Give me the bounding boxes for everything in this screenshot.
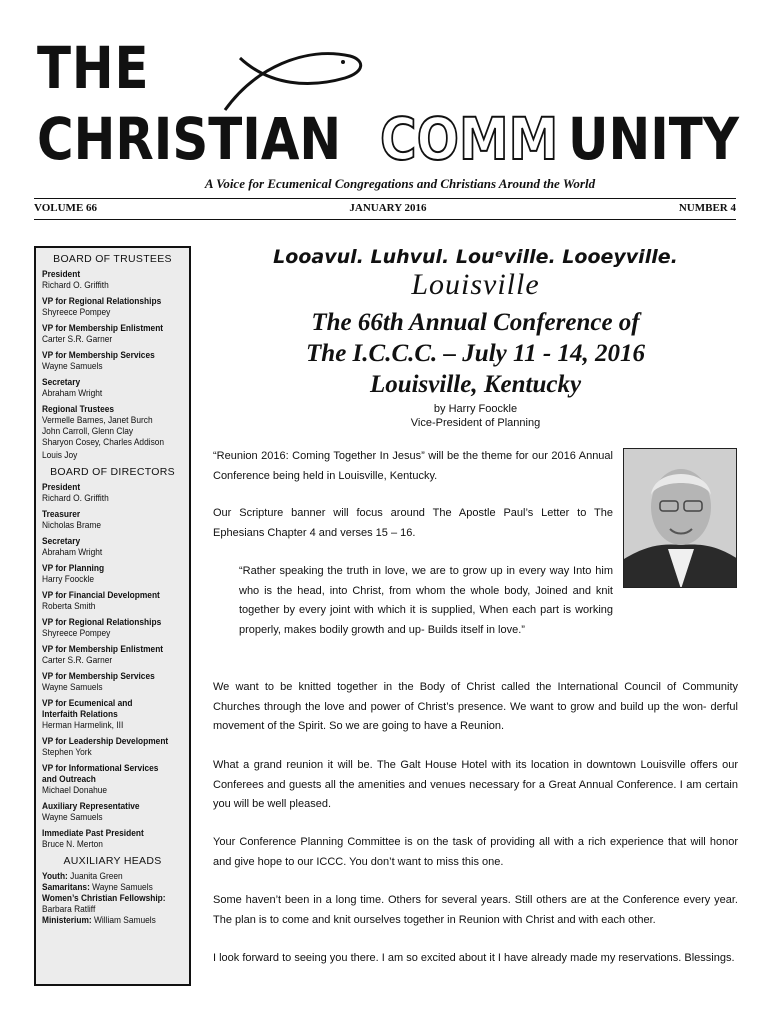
aux-name: Juanita Green <box>67 871 123 882</box>
tagline: A Voice for Ecumenical Congregations and Christians Around the World <box>204 176 596 191</box>
byline-title: Vice-President of Planning <box>410 417 541 429</box>
role: President <box>42 482 81 493</box>
paragraph-4: What a grand reunion it will be. The Galt House Hotel with its location in downtown Louisville offers our Conferees and guests all the amenities and venues necessary for a Great Annual Conference. I am certain you will be well pleased. <box>213 759 738 810</box>
article-title-line-1: The 66th Annual Conference of <box>311 309 640 336</box>
person-name: Bruce N. Merton <box>42 839 103 850</box>
role: President <box>42 269 81 280</box>
trustee-entry <box>42 350 183 372</box>
director-entry <box>42 536 183 558</box>
role: Regional Trustees <box>42 404 115 415</box>
trustee-entry <box>42 269 183 291</box>
director-entry <box>42 736 183 758</box>
person-name: Herman Harmelink, III <box>42 720 124 731</box>
article-script-title: Louisville <box>411 268 540 301</box>
trustee-entry <box>42 296 183 318</box>
role: VP for Membership Services <box>42 350 155 361</box>
person-name: Wayne Samuels <box>42 682 103 693</box>
trustee-entry <box>42 377 183 399</box>
role: VP for Informational Services <box>42 763 159 774</box>
role: VP for Planning <box>42 563 105 574</box>
aux-label: Youth: <box>42 871 68 882</box>
aux-label: Women’s Christian Fellowship: <box>42 893 166 904</box>
aux-label: Samaritans: <box>42 882 90 893</box>
person-name: Harry Foockle <box>42 574 95 585</box>
aux-entry <box>42 915 166 926</box>
person-name: Shyreece Pompey <box>42 628 111 639</box>
article-title-line-2: The I.C.C.C. – July 11 - 14, 2016 <box>306 340 645 367</box>
role: Secretary <box>42 377 81 388</box>
person-name: Stephen York <box>42 747 92 758</box>
article-kicker: Looavul. Luhvul. Louᵉville. Looeyville. <box>273 246 678 268</box>
director-entry <box>42 828 183 850</box>
director-entry <box>42 644 183 666</box>
aux-entry <box>42 871 166 882</box>
role: Treasurer <box>42 509 81 520</box>
divider-top <box>34 198 736 199</box>
issue-date: JANUARY 2016 <box>349 202 427 214</box>
director-entry <box>42 801 183 823</box>
director-entry <box>42 590 183 612</box>
divider-bottom <box>34 219 736 220</box>
role: VP for Regional Relationships <box>42 617 162 628</box>
masthead-the: THE <box>37 34 150 102</box>
director-entry <box>42 671 183 693</box>
auxiliary-heading: AUXILIARY HEADS <box>63 855 162 867</box>
aux-name: Barbara Ratliff <box>42 904 96 915</box>
person-name: Carter S.R. Garner <box>42 655 113 666</box>
aux-entry <box>42 893 166 904</box>
byline-author: by Harry Foockle <box>433 403 518 415</box>
director-entry <box>42 617 183 639</box>
masthead-comm: COMM <box>380 105 559 173</box>
issue-bar <box>34 202 736 214</box>
person-name: Abraham Wright <box>42 388 103 399</box>
issue-number: NUMBER 4 <box>678 202 736 214</box>
masthead-sidebar <box>34 246 191 986</box>
paragraph-1: “Reunion 2016: Coming Together In Jesus” will be the theme for our 2016 Annual Conference being held in Louisville, Kentucky. <box>213 450 613 482</box>
role: VP for Regional Relationships <box>42 296 162 307</box>
role-continued: and Outreach <box>42 774 96 785</box>
person-name: Wayne Samuels <box>42 812 103 823</box>
person-name: Wayne Samuels <box>42 361 103 372</box>
person-name: Shyreece Pompey <box>42 307 111 318</box>
person-name: Michael Donahue <box>42 785 108 796</box>
masthead-unity: UNITY <box>568 105 739 173</box>
director-entry <box>42 509 183 531</box>
role-continued: Interfaith Relations <box>42 709 118 720</box>
portrait-image <box>624 449 737 588</box>
person-names: Sharyon Cosey, Charles Addison <box>42 437 165 448</box>
role: VP for Membership Services <box>42 671 155 682</box>
aux-name: Wayne Samuels <box>89 882 153 893</box>
author-photo <box>623 448 737 588</box>
masthead-christian: CHRISTIAN <box>37 105 342 173</box>
directors-heading: BOARD OF DIRECTORS <box>50 466 175 478</box>
person-name: Carter S.R. Garner <box>42 334 113 345</box>
role: VP for Membership Enlistment <box>42 644 164 655</box>
person-name: Richard O. Griffith <box>42 493 109 504</box>
paragraph-2: Our Scripture banner will focus around The Apostle Paul’s Letter to The Ephesians Chapter 4 and verses 15 – 16. <box>213 507 613 539</box>
director-entry <box>42 698 183 731</box>
director-entry <box>42 563 183 585</box>
paragraph-5: Your Conference Planning Committee is on the task of providing all with a rich experience that will honor and give hope to our ICCC. You don’t want to miss this one. <box>213 836 738 868</box>
aux-label: Ministerium: <box>42 915 92 926</box>
aux-entry <box>42 882 166 893</box>
person-names: Louis Joy <box>42 450 78 461</box>
aux-name: William Samuels <box>91 915 156 926</box>
person-name: Nicholas Brame <box>42 520 102 531</box>
role: VP for Leadership Development <box>42 736 169 747</box>
person-names: Vermelle Barnes, Janet Burch <box>42 415 153 426</box>
paragraph-6: Some haven’t been in a long time. Others for several years. Still others are at the Conference every year. The plan is to come and knit ourselves together in Reunion with Christ and with each other. <box>213 894 738 926</box>
person-names: John Carroll, Glenn Clay <box>42 426 134 437</box>
aux-entry <box>42 904 166 915</box>
paragraph-7: I look forward to seeing you there. I am so excited about it I have already made my reservations. Blessings. <box>213 952 735 964</box>
trustees-heading: BOARD OF TRUSTEES <box>53 253 172 265</box>
role: VP for Financial Development <box>42 590 160 601</box>
person-name: Roberta Smith <box>42 601 96 612</box>
person-name: Richard O. Griffith <box>42 280 109 291</box>
volume-label: VOLUME 66 <box>34 202 98 214</box>
director-entry <box>42 763 183 796</box>
regional-trustees <box>42 404 183 461</box>
role: Immediate Past President <box>42 828 144 839</box>
trustee-entry <box>42 323 183 345</box>
director-entry <box>42 482 183 504</box>
role: VP for Membership Enlistment <box>42 323 164 334</box>
scripture-quote: “Rather speaking the truth in love, we are to grow up in every way Into him who is the head, into Christ, from whom the whole body, Joined and knit together by every joint with which it is supplied, When each part is working properly, makes bodily growth and up- Builds itself in love.” <box>239 565 613 636</box>
role: VP for Ecumenical and <box>42 698 133 709</box>
role: Secretary <box>42 536 81 547</box>
role: Auxiliary Representative <box>42 801 140 812</box>
article-title-line-3: Louisville, Kentucky <box>369 371 582 398</box>
paragraph-3: We want to be knitted together in the Body of Christ called the International Council of Community Churches through the love and power of Christ’s presence. We want to grow and build up the won- derful movement of the Spirit. So we are going to have a Reunion. <box>213 681 738 732</box>
person-name: Abraham Wright <box>42 547 103 558</box>
